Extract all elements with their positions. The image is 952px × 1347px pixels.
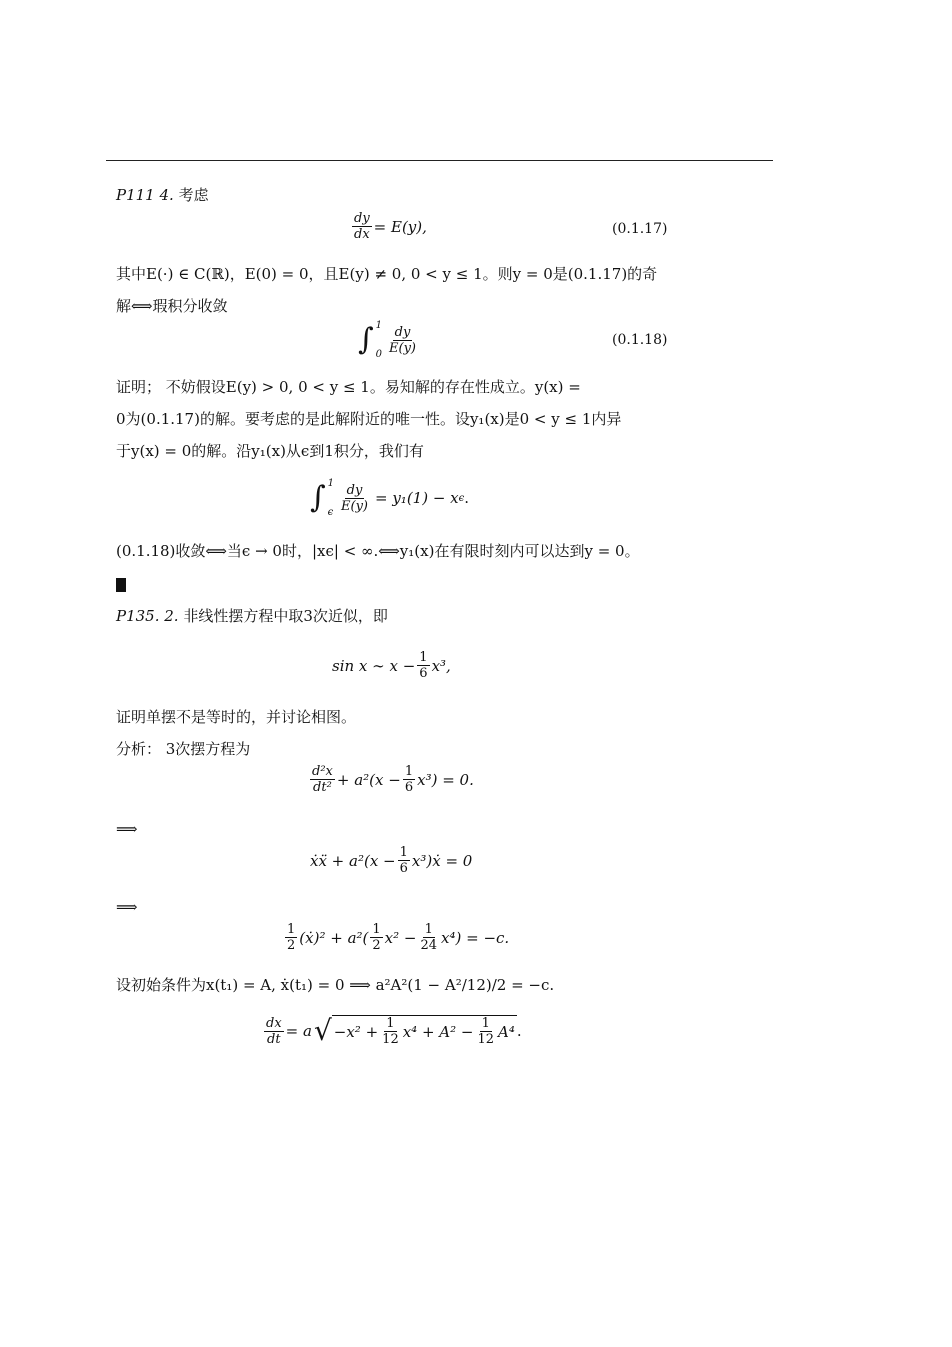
sin-den: 6 [419,666,428,681]
sin-lhs: sin x ∼ x − [332,656,416,675]
integral-sign: ∫ [358,322,374,357]
ode-fnum: 1 [404,764,414,779]
energy-d3: 24 [420,938,438,953]
eqint-num: dy [346,482,363,498]
eq18-den: E(y) [389,340,416,356]
analysis-line: 分析： 3次摆方程为 [116,740,251,758]
mult-rhs: x³)ẋ = 0 [411,851,473,870]
final-d1: 12 [382,1032,399,1047]
final-n1: 1 [386,1016,395,1031]
problem2-heading [116,606,388,626]
energy-d2: 2 [372,938,381,953]
final-r2: x⁴ + A² − [402,1022,474,1041]
problem1-statement-line2: 其中E(·) ∈ C(ℝ)，E(0) = 0，且E(y) ≠ 0, 0 < y ≤ 1。则y = 0是(0.1.17)的奇 [116,265,658,283]
final-end: . [516,1022,522,1040]
tag-0-1-18: (0.1.18) [612,332,668,348]
ode-den: dt² [313,780,332,795]
integral-sign-2: ∫ [310,480,326,515]
eq18-upper: 1 [375,320,383,331]
problem1-conclusion: (0.1.18)收敛⟺当ϵ → 0时，|xϵ| < ∞.⟺y₁(x)在有限时刻内可以达到y = 0。 [116,542,640,560]
initial-conditions: 设初始条件为x(t₁) = A, ẋ(t₁) = 0 ⟹ a²A²(1 − A²/12)/2 = −c. [116,976,555,994]
final-num: dx [266,1015,282,1031]
equation-0-1-18 [358,320,420,360]
equation-energy [283,922,509,953]
energy-d1: 2 [287,938,296,953]
energy-n3: 1 [424,922,433,937]
equation-sin-approx [332,650,451,681]
final-den: dt [267,1031,281,1047]
tag-0-1-17: (0.1.17) [612,221,668,237]
sin-num: 1 [419,650,428,665]
final-d2: 12 [477,1032,495,1047]
implies-arrow-2: ⟹ [116,898,138,916]
equation-ode [308,764,474,795]
equation-final [262,1015,522,1047]
equation-integral-eps [310,478,469,518]
proof-line1: 证明； 不妨假设E(y) > 0, 0 < y ≤ 1。易知解的存在性成立。y(x) = [116,378,581,396]
eqint-upper: 1 [327,478,335,489]
problem1-heading-word: 考虑 [178,186,209,204]
eqint-sub: ϵ [458,492,465,504]
problem1-statement-line3: 解⟺瑕积分收敛 [116,297,228,315]
eq18-num: dy [394,324,411,340]
ode-mid: + a²(x − [336,770,401,789]
energy-b: x² − [384,928,417,947]
implies-arrow-1: ⟹ [116,820,138,838]
sqrt-sign: √ [313,1014,332,1047]
problem1-heading [116,185,209,205]
energy-n1: 1 [287,922,296,937]
proof-line2: 0为(0.1.17)的解。要考虑的是此解附近的唯一性。设y₁(x)是0 < y ≤ 1内异 [116,410,622,428]
ode-fden: 6 [404,780,414,795]
problem1-label: P111 4. [116,186,179,204]
final-r3: A⁴ [498,1022,515,1041]
problem2-heading-text: 非线性摆方程中取3次近似，即 [183,607,388,625]
final-r1: −x² + [333,1022,379,1041]
final-n2: 1 [481,1016,490,1031]
ode-rhs: x³) = 0. [417,770,474,789]
energy-n2: 1 [372,922,381,937]
energy-a: (ẋ)² + a²( [299,928,369,947]
sqrt-body [332,1015,517,1047]
header-rule [106,160,773,161]
mult-fden: 6 [399,861,408,876]
eq17-rhs: = E(y), [373,217,427,236]
eq17-den: dx [354,227,370,242]
mult-lhs: ẋẍ + a²(x − [310,851,396,870]
eq17-num: dy [354,211,370,226]
sin-rhs: x³, [431,656,451,675]
equation-0-1-17 [350,211,427,242]
equation-multiplied [310,845,472,876]
eqint-rhs: = y₁(1) − x [375,489,459,507]
proof-line3: 于y(x) = 0的解。沿y₁(x)从ϵ到1积分，我们有 [116,442,424,460]
eqint-den: E(y) [341,498,368,514]
problem2-prove: 证明单摆不是等时的，并讨论相图。 [116,708,357,726]
eq18-lower: 0 [375,349,383,360]
ode-num: d²x [312,764,333,779]
qed-box [116,578,126,592]
problem2-label: P135. 2. [116,607,184,625]
eqint-lower: ϵ [327,507,334,518]
final-eq: = a [285,1022,312,1040]
mult-fnum: 1 [399,845,408,860]
eqint-end: . [464,489,470,507]
energy-c: x⁴) = −c. [441,928,510,947]
